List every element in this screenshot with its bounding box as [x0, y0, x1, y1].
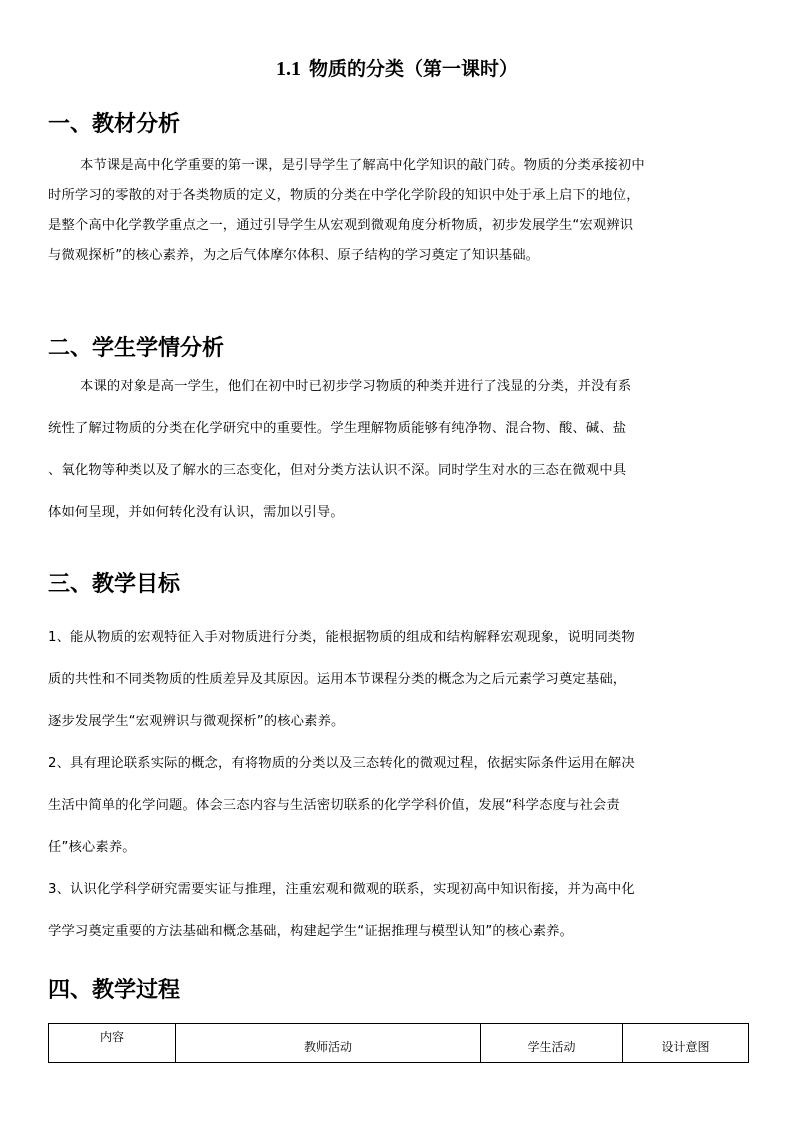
heading-textbook-analysis: 一、教材分析: [48, 112, 181, 137]
paragraph-student-analysis: [48, 366, 754, 534]
table-header-content: 内容: [49, 1024, 176, 1063]
objective-line: 1、能从物质的宏观特征入手对物质进行分类，能根据物质的组成和结构解释宏观现象，说明同类物: [48, 630, 635, 645]
objective-line: 任”核心素养。: [48, 840, 136, 855]
text-line: 体如何呈现，并如何转化没有认识，需加以引导。: [48, 505, 344, 520]
text-line: 与微观探析”的核心素养，为之后气体摩尔体积、原子结构的学习奠定了知识基础。: [48, 248, 540, 263]
heading-teaching-process: 四、教学过程: [48, 978, 181, 1003]
table-header-teacher-activity: 教师活动: [176, 1024, 481, 1063]
objective-line: 2、具有理论联系实际的概念，有将物质的分类以及三态转化的微观过程，依据实际条件运用在解决: [48, 756, 635, 771]
title-text: 物质的分类（第一课时）: [308, 58, 518, 80]
text-line: 统性了解过物质的分类在化学研究中的重要性。学生理解物质能够有纯净物、混合物、酸、碱、盐: [48, 421, 627, 436]
section-number: 1.1: [275, 58, 301, 80]
text-line: 时所学习的零散的对于各类物质的定义，物质的分类在中学化学阶段的知识中处于承上启下的地位，: [48, 188, 640, 203]
table-header-design-intent: 设计意图: [623, 1024, 749, 1063]
objective-line: 逐步发展学生“宏观辨识与微观探析”的核心素养。: [48, 714, 345, 729]
objective-line: 质的共性和不同类物质的性质差异及其原因。运用本节课程分类的概念为之后元素学习奠定基础，: [48, 672, 627, 687]
text-line: 本节课是高中化学重要的第一课，是引导学生了解高中化学知识的敲门砖。物质的分类承接初中: [80, 158, 645, 173]
table-header-row: [49, 1024, 749, 1063]
paragraph-teaching-objectives: [48, 617, 754, 953]
paragraph-textbook-analysis: [48, 151, 754, 271]
heading-student-analysis: 二、学生学情分析: [48, 336, 225, 361]
text-line: 是整个高中化学教学重点之一，通过引导学生从宏观到微观角度分析物质，初步发展学生“宏观辨识: [48, 218, 634, 233]
text-line: 、氧化物等种类以及了解水的三态变化，但对分类方法认识不深。同时学生对水的三态在微观中具: [48, 463, 627, 478]
objective-line: 学学习奠定重要的方法基础和概念基础，构建起学生“证据推理与模型认知”的核心素养。: [48, 924, 574, 939]
text-line: 本课的对象是高一学生，他们在初中时已初步学习物质的种类并进行了浅显的分类，并没有系: [80, 379, 632, 394]
page-title: [0, 56, 794, 82]
teaching-process-table: [48, 1023, 749, 1063]
objective-line: 3、认识化学科学研究需要实证与推理，注重宏观和微观的联系，实现初高中知识衔接，并为高中化: [48, 882, 635, 897]
heading-teaching-objectives: 三、教学目标: [48, 572, 181, 597]
table-header-student-activity: 学生活动: [481, 1024, 623, 1063]
objective-line: 生活中简单的化学问题。体会三态内容与生活密切联系的化学学科价值，发展“科学态度与社会责: [48, 798, 620, 813]
